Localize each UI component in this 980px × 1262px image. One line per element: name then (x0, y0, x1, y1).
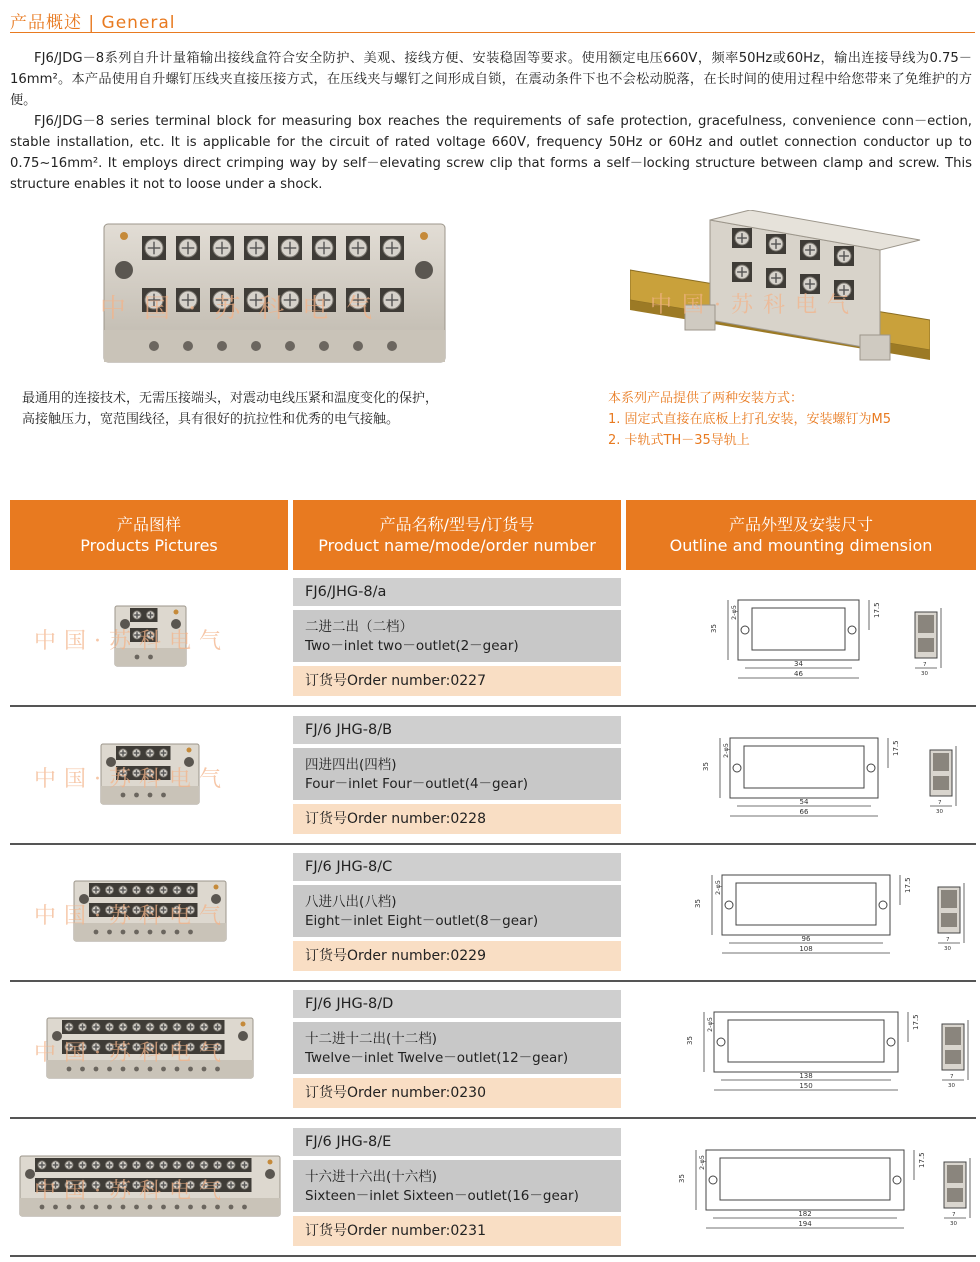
intro-en: FJ6/JDG－8 series terminal block for measuring box reaches the requirements of safe protection, gracefulness, convenience conn－ection, stable installation, etc. It is applicable for the circuit of rated voltage 660V, frequency 50Hz or 60Hz and outlet connection conductor up to 0.75~16mm². It employs direct crimping way by self－elevating screw clip that forms a self－locking structure between clamp and screw. This structure enables it not to loose under a shock. (10, 114, 972, 192)
product-name-cn: 四进四出(四档) (305, 757, 397, 773)
dim-outer: 66 (799, 808, 809, 816)
product-model: FJ/6 JHG-8/D (293, 990, 621, 1018)
dim-side-b: 30 (921, 671, 928, 677)
dim-side-a: 7 (950, 1074, 954, 1080)
intro-cn: FJ6/JDG－8系列自升计量箱输出接线盒符合安全防护、美观、接线方便、安装稳固等要求。使用额定电压660V，频率50Hz或60Hz，输出连接导线为0.75－16mm²。本产品使用自升螺钉压线夹直接压接方式，在压线夹与螺钉之间形成自锁，在震动条件下也不会松动脱落，在长时间的使用过程中给您带来了免维护的方便。 (10, 51, 972, 108)
product-name-cn: 十二进十二出(十二档) (305, 1031, 438, 1047)
watermark-product: 中国·苏科电气 (34, 629, 229, 654)
dimension-drawing (672, 861, 980, 973)
dim-side-a: 7 (946, 937, 950, 943)
dim-outer: 46 (794, 670, 803, 678)
product-picture (113, 604, 188, 668)
table-header-dimension-en: Outline and mounting dimension (669, 536, 933, 555)
product-name-en: Two－inlet two－outlet(2－gear) (305, 638, 519, 654)
product-description (293, 885, 621, 937)
table-header-dimension (626, 500, 976, 570)
dim-hole: 2-φ5 (730, 605, 738, 620)
product-description (293, 610, 621, 662)
section-header (10, 8, 975, 33)
row-separator (10, 843, 976, 845)
product-name-en: Eight－inlet Eight－outlet(8－gear) (305, 913, 539, 929)
product-name-en: Four－inlet Four－outlet(4－gear) (305, 776, 529, 792)
product-order-number: 订货号Order number:0228 (293, 804, 621, 834)
table-header-product-cn: 产品名称/型号/订货号 (379, 515, 535, 534)
dim-side: 17.5 (873, 602, 881, 618)
product-model: FJ/6 JHG-8/C (293, 853, 621, 881)
product-name-cn: 十六进十六出(十六档) (305, 1169, 438, 1185)
table-header-dimension-cn: 产品外型及安装尺寸 (728, 515, 873, 534)
dim-height: 35 (702, 762, 710, 771)
dim-inner: 34 (794, 660, 803, 668)
dimension-drawing (656, 1136, 976, 1248)
product-order-number: 订货号Order number:0231 (293, 1216, 621, 1246)
din-rail-block-photo (630, 210, 930, 385)
product-model: FJ/6 JHG-8/E (293, 1128, 621, 1156)
dim-height: 35 (710, 624, 718, 633)
dim-side: 17.5 (892, 740, 900, 756)
product-name-cn: 二进二出（二档） (305, 619, 413, 635)
dim-side: 17.5 (904, 877, 912, 893)
product-description (293, 1022, 621, 1074)
dim-side-b: 30 (936, 809, 943, 815)
dim-inner: 138 (799, 1072, 813, 1080)
caption-mounting (608, 388, 978, 451)
terminal-block-photo (102, 222, 447, 364)
caption-features (22, 388, 582, 430)
caption-mounting-line2: 1. 固定式直接在底板上打孔安装，安装螺钉为M5 (608, 412, 892, 427)
product-model: FJ6/JHG-8/a (293, 578, 621, 606)
dim-height: 35 (694, 899, 702, 908)
dim-side-b: 30 (948, 1083, 955, 1089)
product-picture (99, 742, 201, 806)
dimension-drawing (680, 724, 980, 836)
dim-outer: 108 (799, 945, 813, 953)
row-separator (10, 1255, 976, 1257)
table-header-pictures-cn: 产品图样 (116, 515, 181, 534)
product-order-number: 订货号Order number:0230 (293, 1078, 621, 1108)
caption-features-line2: 高接触压力，宽范围线径，具有很好的抗拉性和优秀的电气接触。 (22, 412, 400, 427)
product-picture (45, 1016, 255, 1080)
caption-mounting-line3: 2. 卡轨式TH－35导轨上 (608, 433, 750, 448)
dimension-drawing (688, 586, 980, 698)
table-header-product-en: Product name/mode/order number (318, 536, 596, 555)
dim-inner: 54 (799, 798, 809, 806)
dim-side-b: 30 (950, 1221, 957, 1227)
dim-hole: 2-φ5 (698, 1155, 706, 1170)
product-name-en: Sixteen－inlet Sixteen－outlet(16－gear) (305, 1188, 579, 1204)
watermark-photo-left: 中国·苏科电气 (100, 294, 391, 324)
watermark-product: 中国·苏科电气 (34, 1041, 229, 1066)
product-order-number: 订货号Order number:0229 (293, 941, 621, 971)
product-name-cn: 八进八出(八档) (305, 894, 397, 910)
dim-side-a: 7 (938, 800, 942, 806)
row-separator (10, 980, 976, 982)
row-separator (10, 705, 976, 707)
watermark-product: 中国·苏科电气 (34, 1179, 229, 1204)
table-header-product (293, 500, 621, 570)
table-header-pictures (10, 500, 288, 570)
dim-outer: 194 (798, 1220, 812, 1228)
row-separator (10, 1117, 976, 1119)
watermark-product: 中国·苏科电气 (34, 904, 229, 929)
dim-side-a: 7 (923, 662, 927, 668)
dim-hole: 2-φ5 (706, 1017, 714, 1032)
product-name-en: Twelve－inlet Twelve－outlet(12－gear) (305, 1050, 569, 1066)
dim-inner: 96 (801, 935, 811, 943)
product-model: FJ/6 JHG-8/B (293, 716, 621, 744)
caption-mounting-line1: 本系列产品提供了两种安装方式： (608, 391, 804, 406)
product-description (293, 748, 621, 800)
product-picture (18, 1154, 282, 1218)
product-description (293, 1160, 621, 1212)
dim-side-b: 30 (944, 946, 951, 952)
dim-side: 17.5 (912, 1014, 920, 1030)
product-picture (72, 879, 228, 943)
intro-text (10, 48, 972, 195)
watermark-product: 中国·苏科电气 (34, 767, 229, 792)
dim-height: 35 (686, 1036, 694, 1045)
dim-hole: 2-φ5 (714, 880, 722, 895)
table-header-pictures-en: Products Pictures (80, 536, 218, 555)
dim-side-a: 7 (952, 1212, 956, 1218)
section-title: 产品概述 | General (10, 13, 176, 33)
dimension-drawing (664, 998, 980, 1110)
dim-hole: 2-φ5 (722, 743, 730, 758)
dim-inner: 182 (798, 1210, 812, 1218)
dim-side: 17.5 (918, 1152, 926, 1168)
dim-height: 35 (678, 1174, 686, 1183)
dim-outer: 150 (799, 1082, 813, 1090)
watermark-photo-right: 中国·苏科电气 (650, 293, 859, 318)
product-order-number: 订货号Order number:0227 (293, 666, 621, 696)
caption-features-line1: 最通用的连接技术，无需压接端头，对震动电线压紧和温度变化的保护， (22, 391, 439, 406)
